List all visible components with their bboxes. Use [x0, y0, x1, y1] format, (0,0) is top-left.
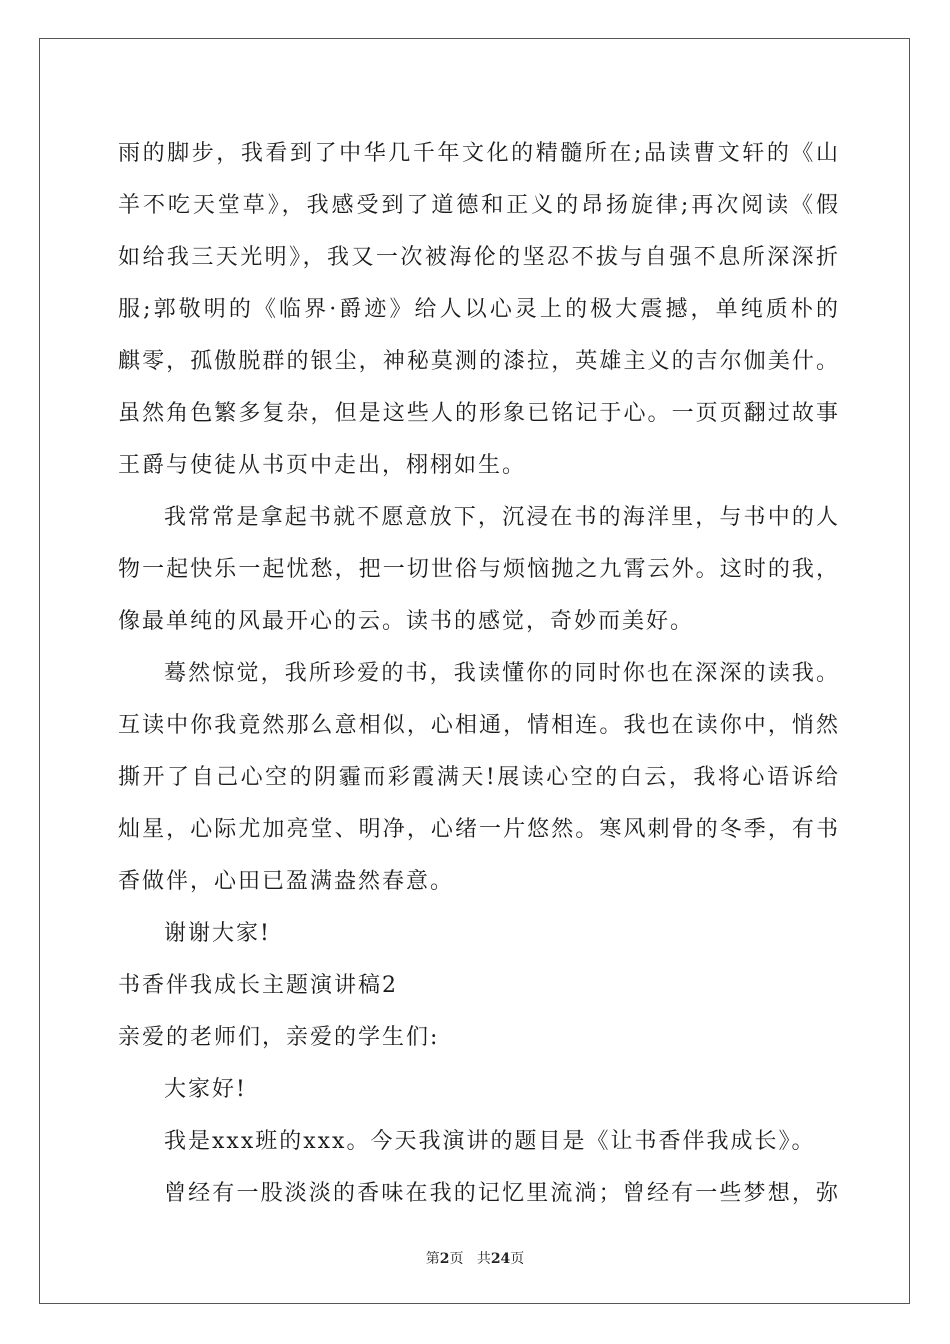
footer-prefix: 第: [425, 1251, 440, 1267]
text-line: 羊不吃天堂草》，我感受到了道德和正义的昂扬旋律;再次阅读《假: [118, 193, 838, 218]
text-line: 雨的脚步，我看到了中华几千年文化的精髓所在;品读曹文轩的《山: [118, 141, 838, 166]
footer-total-pages: 24: [490, 1251, 511, 1267]
footer-page-number: 2: [439, 1251, 450, 1267]
text-line: 麒零，孤傲脱群的银尘，神秘莫测的漆拉，英雄主义的吉尔伽美什。: [118, 349, 838, 374]
section-title: 书香伴我成长主题演讲稿2: [118, 973, 398, 998]
text-line: 撕开了自己心空的阴霾而彩霞满天!展读心空的白云，我将心语诉给: [118, 765, 838, 790]
greeting: 大家好!: [164, 1077, 247, 1102]
text-line: 灿星，心际尤加亮堂、明净，心绪一片悠然。寒风刺骨的冬季，有书: [118, 817, 838, 842]
text-line: 蓦然惊觉，我所珍爱的书，我读懂你的同时你也在深深的读我。: [164, 661, 838, 686]
text-line: 曾经有一股淡淡的香味在我的记忆里流淌；曾经有一些梦想，弥: [164, 1181, 838, 1206]
text-line: 我常常是拿起书就不愿意放下，沉浸在书的海洋里，与书中的人: [164, 505, 838, 530]
footer-page-suffix: 页: [449, 1251, 464, 1267]
text-line: 虽然角色繁多复杂，但是这些人的形象已铭记于心。一页页翻过故事: [118, 401, 838, 426]
text-line: 服;郭敬明的《临界·爵迹》给人以心灵上的极大震撼，单纯质朴的: [118, 297, 838, 322]
footer-total-suffix: 页: [510, 1251, 525, 1267]
document-body: [118, 128, 838, 1220]
page-footer: [0, 1248, 950, 1268]
text-line: 我是xxx班的xxx。今天我演讲的题目是《让书香伴我成长》。: [164, 1129, 816, 1154]
text-line: 如给我三天光明》，我又一次被海伦的坚忍不拔与自强不息所深深折: [118, 245, 838, 270]
text-line: 王爵与使徒从书页中走出，栩栩如生。: [118, 453, 527, 478]
text-line: 香做伴，心田已盈满盎然春意。: [118, 869, 455, 894]
footer-total-prefix: 共: [476, 1251, 491, 1267]
text-line: 互读中你我竟然那么意相似，心相通，情相连。我也在读你中，悄然: [118, 713, 838, 738]
text-line: 物一起快乐一起忧愁，把一切世俗与烦恼抛之九霄云外。这时的我，: [118, 557, 838, 582]
salutation: 亲爱的老师们，亲爱的学生们:: [118, 1025, 440, 1050]
closing-line: 谢谢大家!: [164, 921, 271, 946]
text-line: 像最单纯的风最开心的云。读书的感觉，奇妙而美好。: [118, 609, 695, 634]
